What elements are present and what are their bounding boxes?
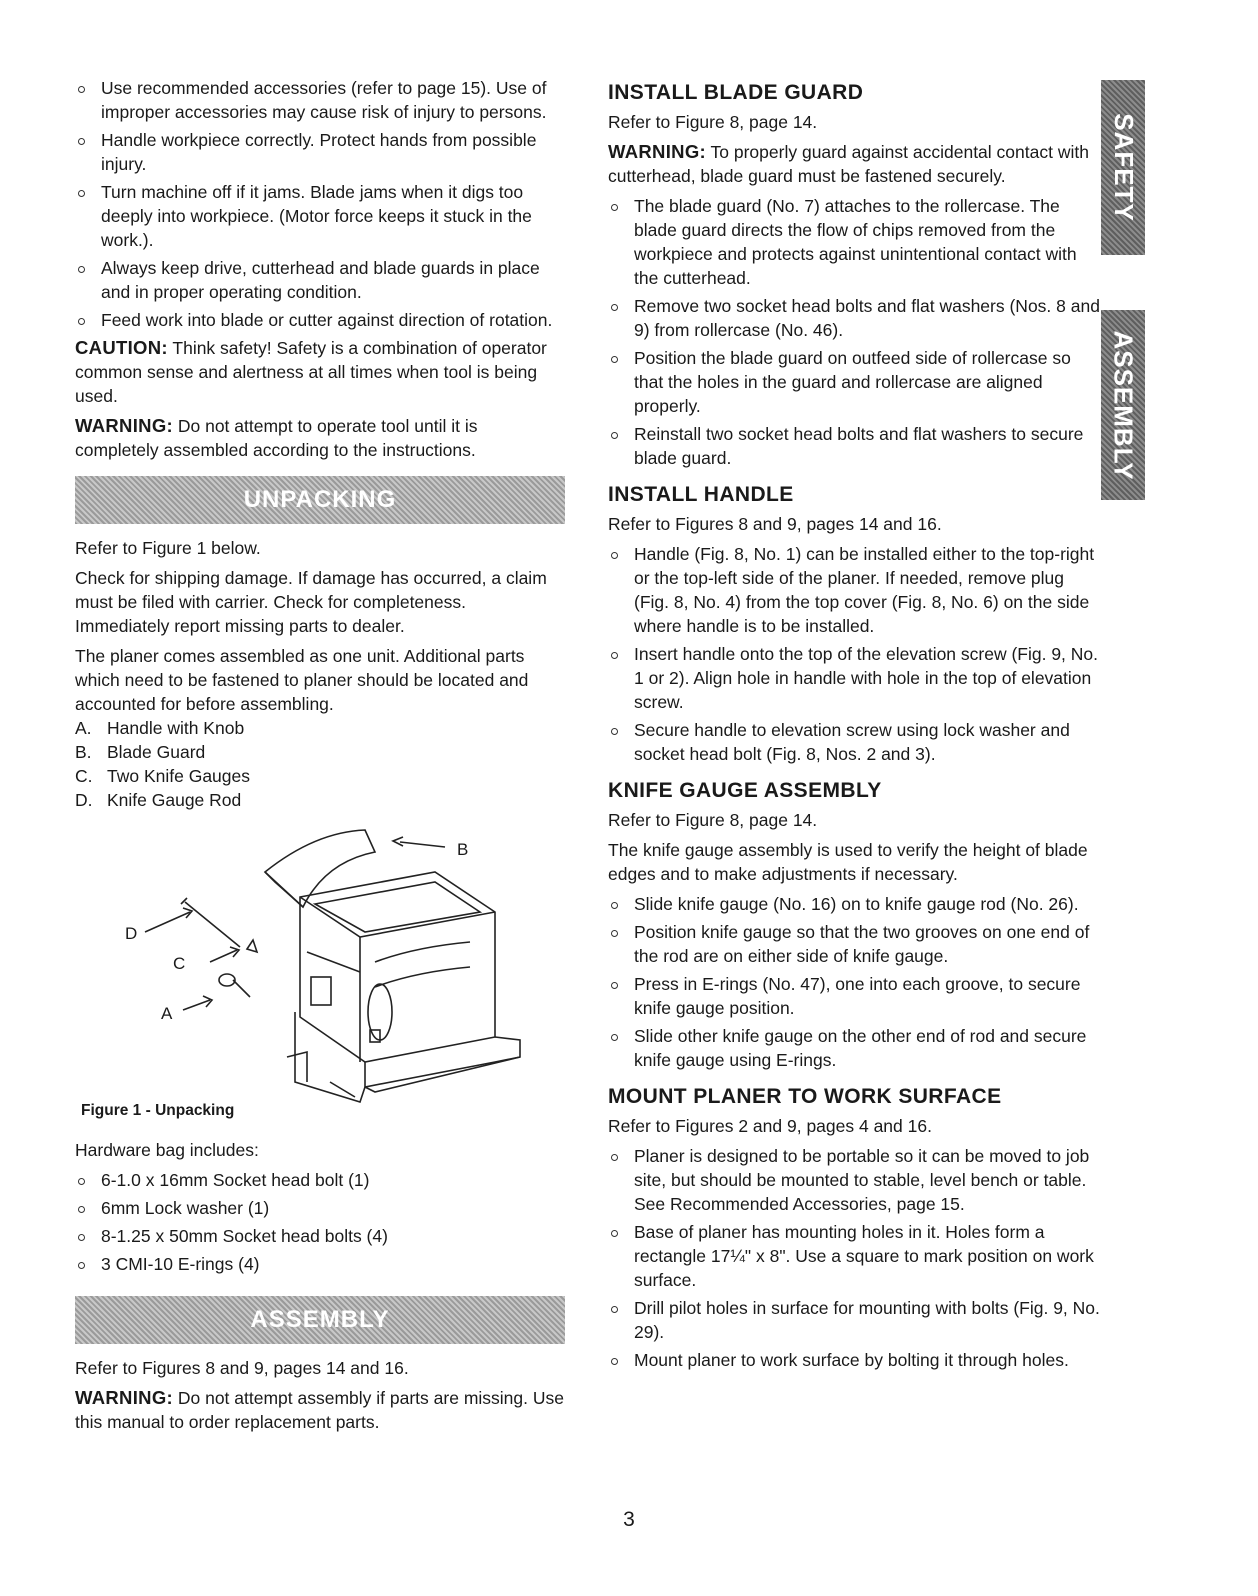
planer-illustration (75, 812, 565, 1122)
figure-unpacking (75, 812, 565, 1122)
list-item (75, 740, 565, 764)
part-name: Blade Guard (107, 742, 206, 762)
blade-guard-steps (608, 194, 1103, 470)
parts-list (75, 716, 565, 812)
list-item: Base of planer has mounting holes in it. Holes form a rectangle 17¼" x 8". Use a square to mark position on work surface. (608, 1220, 1103, 1292)
list-item: Feed work into blade or cutter against direction of rotation. (75, 308, 565, 332)
part-letter: C. (75, 766, 93, 786)
unpacking-ref: Refer to Figure 1 below. (75, 538, 261, 558)
list-item: Handle workpiece correctly. Protect hands from possible injury. (75, 128, 565, 176)
left-column (75, 76, 565, 1440)
list-item: Slide knife gauge (No. 16) on to knife gauge rod (No. 26). (608, 892, 1103, 916)
list-item: Mount planer to work surface by bolting it through holes. (608, 1348, 1103, 1372)
warning-paragraph (75, 414, 565, 462)
label-b: B (457, 840, 469, 859)
warning-label: WARNING: (75, 415, 173, 436)
hardware-list (75, 1168, 565, 1276)
part-letter: D. (75, 790, 93, 810)
list-item (75, 716, 565, 740)
unpacking-banner (75, 476, 565, 524)
warning-label: WARNING: (75, 1387, 173, 1408)
list-item: Turn machine off if it jams. Blade jams when it digs too deeply into workpiece. (Motor force keeps it stuck in the work.). (75, 180, 565, 252)
knife-gauge-intro: The knife gauge assembly is used to verify the height of blade edges and to make adjustments if necessary. (608, 840, 1088, 884)
list-item: Reinstall two socket head bolts and flat washers to secure blade guard. (608, 422, 1103, 470)
warning-paragraph (75, 1386, 565, 1434)
list-item: The blade guard (No. 7) attaches to the rollercase. The blade guard directs the flow of chips removed from the workpiece and protects against unintentional contact with the cutterhead. (608, 194, 1103, 290)
part-name: Two Knife Gauges (107, 766, 250, 786)
section-title-handle: INSTALL HANDLE (608, 483, 794, 506)
caution-text: Think safety! Safety is a combination of operator common sense and alertness at all times when tool is being used. (75, 338, 547, 406)
warning-text: To properly guard against accidental contact with cutterhead, blade guard must be fastened securely. (608, 142, 1089, 186)
knife-gauge-ref: Refer to Figure 8, page 14. (608, 810, 818, 830)
list-item: 8-1.25 x 50mm Socket head bolts (4) (75, 1224, 565, 1248)
tab-safety (1101, 80, 1145, 255)
part-name: Knife Gauge Rod (107, 790, 242, 810)
warning-text: Do not attempt to operate tool until it is completely assembled according to the instructions. (75, 416, 478, 460)
warning-text: Do not attempt assembly if parts are missing. Use this manual to order replacement parts. (75, 1388, 564, 1432)
list-item: Press in E-rings (No. 47), one into each groove, to secure knife gauge position. (608, 972, 1103, 1020)
list-item: Secure handle to elevation screw using lock washer and socket head bolt (Fig. 8, Nos. 2 and 3). (608, 718, 1103, 766)
list-item (75, 788, 565, 812)
list-item: Use recommended accessories (refer to page 15). Use of improper accessories may cause risk of injury to persons. (75, 76, 565, 124)
list-item: 6-1.0 x 16mm Socket head bolt (1) (75, 1168, 565, 1192)
right-column (608, 76, 1103, 1376)
knife-gauge-steps (608, 892, 1103, 1072)
handle-steps (608, 542, 1103, 766)
assembly-banner (75, 1296, 565, 1344)
unpacking-paragraph: Check for shipping damage. If damage has occurred, a claim must be filed with carrier. Check for completeness. Immediately report missing parts to dealer. (75, 568, 547, 636)
list-item: Handle (Fig. 8, No. 1) can be installed either to the top-right or the top-left side of the planer. If needed, remove plug (Fig. 8, No. 4) from the top cover (Fig. 8, No. 6) on the side where handle is to be installed. (608, 542, 1103, 638)
part-name: Handle with Knob (107, 718, 245, 738)
assembly-title: ASSEMBLY (250, 1306, 390, 1333)
list-item: Drill pilot holes in surface for mounting with bolts (Fig. 9, No. 29). (608, 1296, 1103, 1344)
handle-ref: Refer to Figures 8 and 9, pages 14 and 16. (608, 514, 942, 534)
caution-label: CAUTION: (75, 337, 168, 358)
tab-safety-label: SAFETY (1108, 113, 1139, 222)
list-item (75, 764, 565, 788)
hardware-title: Hardware bag includes: (75, 1140, 259, 1160)
list-item: 6mm Lock washer (1) (75, 1196, 565, 1220)
section-title-knife-gauge: KNIFE GAUGE ASSEMBLY (608, 779, 882, 802)
safety-bullet-list (75, 76, 565, 332)
list-item: 3 CMI-10 E-rings (4) (75, 1252, 565, 1276)
list-item: Slide other knife gauge on the other end of rod and secure knife gauge using E-rings. (608, 1024, 1103, 1072)
list-item: Remove two socket head bolts and flat washers (Nos. 8 and 9) from rollercase (No. 46). (608, 294, 1103, 342)
section-title-mount: MOUNT PLANER TO WORK SURFACE (608, 1085, 1002, 1108)
unpacking-title: UNPACKING (243, 486, 397, 513)
caution-paragraph (75, 336, 565, 408)
label-d: D (125, 924, 138, 943)
label-a: A (161, 1004, 173, 1023)
unpacking-paragraph: The planer comes assembled as one unit. Additional parts which need to be fastened to planer should be located and accounted for before assembling. (75, 646, 529, 714)
mount-ref: Refer to Figures 2 and 9, pages 4 and 16. (608, 1116, 932, 1136)
label-c: C (173, 954, 186, 973)
figure-caption: Figure 1 - Unpacking (81, 1102, 235, 1119)
list-item: Position knife gauge so that the two grooves on one end of the rod are on either side of knife gauge. (608, 920, 1103, 968)
section-title-blade-guard: INSTALL BLADE GUARD (608, 81, 864, 104)
list-item: Always keep drive, cutterhead and blade guards in place and in proper operating condition. (75, 256, 565, 304)
list-item: Planer is designed to be portable so it can be moved to job site, but should be mounted to stable, level bench or table. See Recommended Accessories, page 15. (608, 1144, 1103, 1216)
tab-assembly-label: ASSEMBLY (1108, 329, 1139, 481)
part-letter: A. (75, 718, 92, 738)
mount-steps (608, 1144, 1103, 1372)
warning-paragraph (608, 140, 1103, 188)
blade-guard-ref: Refer to Figure 8, page 14. (608, 112, 818, 132)
assembly-ref: Refer to Figures 8 and 9, pages 14 and 16. (75, 1358, 409, 1378)
part-letter: B. (75, 742, 92, 762)
warning-label: WARNING: (608, 141, 706, 162)
tab-assembly (1101, 310, 1145, 500)
page-number: 3 (623, 1508, 635, 1531)
list-item: Insert handle onto the top of the elevation screw (Fig. 9, No. 1 or 2). Align hole in handle with hole in the top of elevation screw. (608, 642, 1103, 714)
list-item: Position the blade guard on outfeed side of rollercase so that the holes in the guard and rollercase are aligned properly. (608, 346, 1103, 418)
